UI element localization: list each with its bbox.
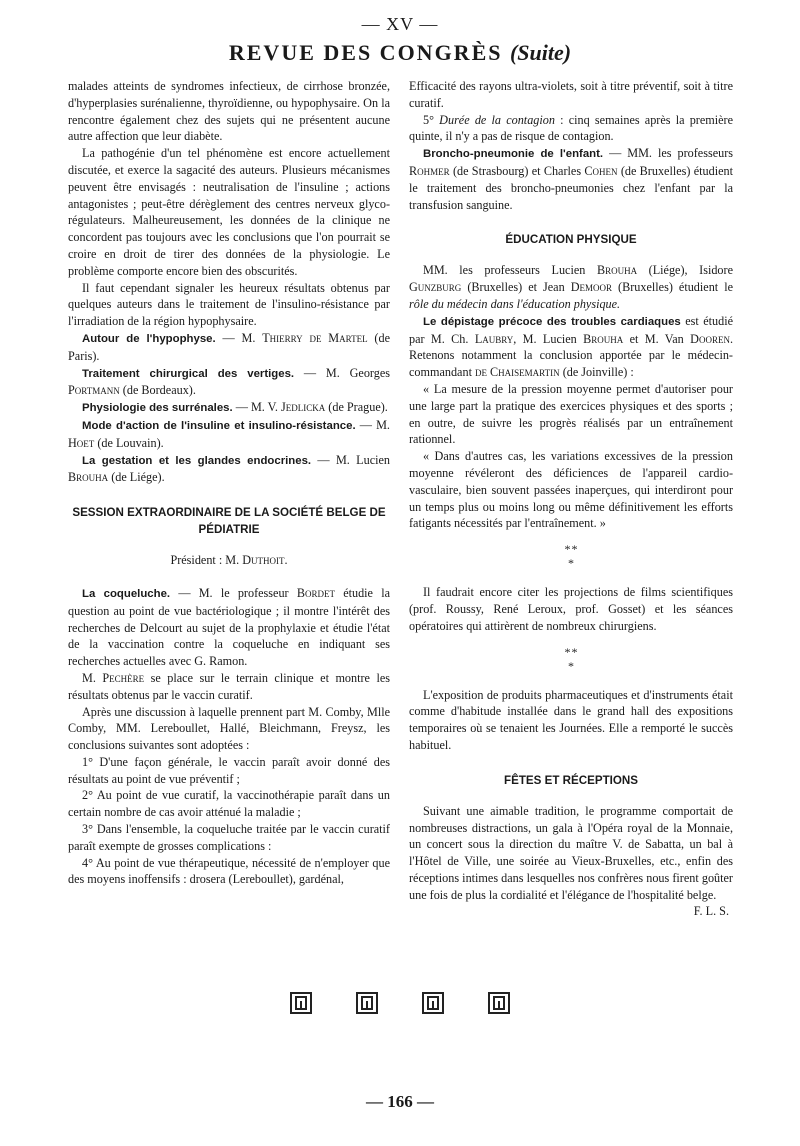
- paragraph-broncho: Broncho-pneumonie de l'enfant. — MM. les professeurs Rohmer (de Strasbourg) et Charles Cohen (de Bruxelles) étudient le traitement des broncho-pneumonies chez l'enfant par la transfusion sanguine.: [409, 146, 734, 212]
- conclusion-item: 1° D'une façon générale, le vaccin paraît avoir donné des résultats au point de vue préventif ;: [68, 754, 390, 786]
- communication-item: Mode d'action de l'insuline et insulino-résistance. — M. Hoet (de Louvain).: [68, 417, 390, 450]
- ornament-icon: [356, 992, 378, 1014]
- signature: F. L. S.: [693, 904, 729, 919]
- communication-item: Physiologie des surrénales. — M. V. Jedlicka (de Prague).: [82, 400, 388, 415]
- ornament-icon: [290, 992, 312, 1014]
- paragraph: La pathogénie d'un tel phénomène est encore actuellement discutée, et exerce la sagacité des auteurs. Plusieurs mécanismes peuvent être envisagés : neutralisation de l'insuline ; actions antagonistes ; peut-être dérèglement des centres nerveux glyco-régulateurs. Malheureusement, les données de la clinique ne concordent pas toujours avec les conclusions que l'on pourrait se croire en droit de tirer des données de la physiologie. Le problème comporte encore bien des obscurités.: [68, 146, 390, 278]
- ornament-icon: [422, 992, 444, 1014]
- conclusion-item: 5° Durée de la contagion : cinq semaines après la première quinte, il n'y a pas de risque de contagion.: [409, 112, 734, 144]
- communication-item: Autour de l'hypophyse. — M. Thierry de Martel (de Paris).: [68, 330, 390, 363]
- section-heading-fetes: FÊTES ET RÉCEPTIONS: [504, 773, 638, 787]
- paragraph: malades atteints de syndromes infectieux, de cirrhose bronzée, d'hyperplasies surénalienne, thyroïdienne, ou hypophysaire. On la rencontre également chez des sujets qui ne présentent aucune autre affection que leur diabète.: [68, 79, 390, 144]
- paragraph: Efficacité des rayons ultra-violets, soit à titre préventif, soit à titre curatif.: [409, 79, 733, 110]
- left-column: [68, 78, 390, 888]
- communication-item: Traitement chirurgical des vertiges. — M. Georges Portmann (de Bordeaux).: [68, 365, 390, 398]
- paragraph-depistage: Le dépistage précoce des troubles cardiaques est étudié par M. Ch. Laubry, M. Lucien Brouha et M. Van Dooren. Retenons notamment la conclusion apportée par le médecin-commandant de Chaisemartin (de Joinville) :: [409, 313, 733, 380]
- asterism-divider: * * *: [564, 542, 578, 571]
- roman-page-number: — XV —: [361, 14, 439, 34]
- paragraph-coqueluche: La coqueluche. — M. le professeur Bordet étudie la question au point de vue bactériologique ; il montre l'intérêt des recherches de Delcourt au sujet de la prophylaxie et étudie l'état de la vaccination contre la coqueluche en indiquant ses recherches actuelles avec G. Ramon.: [68, 585, 390, 669]
- paragraph: Suivant une aimable tradition, le programme comportait de nombreuses distractions, un gala à l'Opéra royal de la Monnaie, un concert sous la direction du maître V. de Sabatta, un bal à l'Hôtel de Ville, une soirée au Vieux-Bruxelles, etc., enfin des réceptions intimes dans lesquelles nos confrères nous firent goûter une fois de plus la cordialité et l'élégance de l'hospitalité belge.: [409, 803, 733, 902]
- title-suite: (Suite): [509, 40, 572, 65]
- paragraph: Il faut cependant signaler les heureux résultats obtenus par quelques auteurs dans le traitement de l'insulino-résistance par l'irradiation de la région hypophysaire.: [68, 280, 390, 329]
- communication-item: La gestation et les glandes endocrines. — M. Lucien Brouha (de Liége).: [68, 452, 390, 485]
- quote: « Dans d'autres cas, les variations excessives de la pression moyenne révéleront des déficiences de l'appareil cardio-vasculaire, bien souvent passées inaperçues, qui interdiront pour un temps plus ou moins long ou même définitivement les efforts fatigants nécessités par l'entraînement. »: [409, 449, 733, 531]
- page-number: — 166 —: [366, 1092, 434, 1111]
- ornament-row: [0, 992, 800, 1019]
- right-column: [409, 78, 733, 920]
- quote: « La mesure de la pression moyenne permet d'autoriser pour une large part la pratique des exercices physiques et des sports ; en outre, de suivre les progrès réalisés par un entraînement rationnel.: [409, 381, 733, 447]
- paragraph: L'exposition de produits pharmaceutiques et d'instruments était comme d'habitude installée dans le grand hall des expositions temporaires où se tenaient les Journées. Elle a remporté le succès habituel.: [409, 687, 733, 752]
- president-line: Président : M. Duthoit.: [170, 553, 288, 568]
- section-heading-education: ÉDUCATION PHYSIQUE: [505, 233, 637, 247]
- conclusion-item: 2° Au point de vue curatif, la vaccinothérapie paraît dans un certain nombre de cas avoir atténué la maladie ;: [68, 788, 390, 820]
- page-title: [0, 40, 800, 66]
- conclusion-item: 4° Au point de vue thérapeutique, nécessité de n'employer que des moyens inoffensifs : drosera (Lereboullet), gardénal,: [68, 855, 390, 887]
- paragraph: M. Pechère se place sur le terrain clinique et montre les résultats obtenus par le vaccin curatif.: [68, 670, 390, 702]
- paragraph: MM. les professeurs Lucien Brouha (Liége), Isidore Gunzburg (Bruxelles) et Jean Demoor (Bruxelles) étudient le rôle du médecin dans l'éducation physique.: [409, 263, 733, 311]
- conclusion-item: 3° Dans l'ensemble, la coqueluche traitée par le vaccin curatif paraît exempte de grosses complications :: [68, 822, 390, 853]
- paragraph: Il faudrait encore citer les projections de films scientifiques (prof. Roussy, René Leroux, prof. Gosset) et les séances opératoires qui attirèrent de nombreux chirurgiens.: [409, 585, 733, 633]
- section-heading-session: SESSION EXTRAORDINAIRE DE LA SOCIÉTÉ BELGE DE PÉDIATRIE: [72, 506, 386, 537]
- title-main: REVUE DES CONGRÈS: [228, 40, 503, 65]
- ornament-icon: [488, 992, 510, 1014]
- asterism-divider: * * *: [564, 644, 578, 673]
- paragraph: Après une discussion à laquelle prennent part M. Comby, Mlle Comby, MM. Lereboullet, Hallé, Bleichmann, Freysz, les conclusions suivantes sont adoptées :: [68, 704, 390, 753]
